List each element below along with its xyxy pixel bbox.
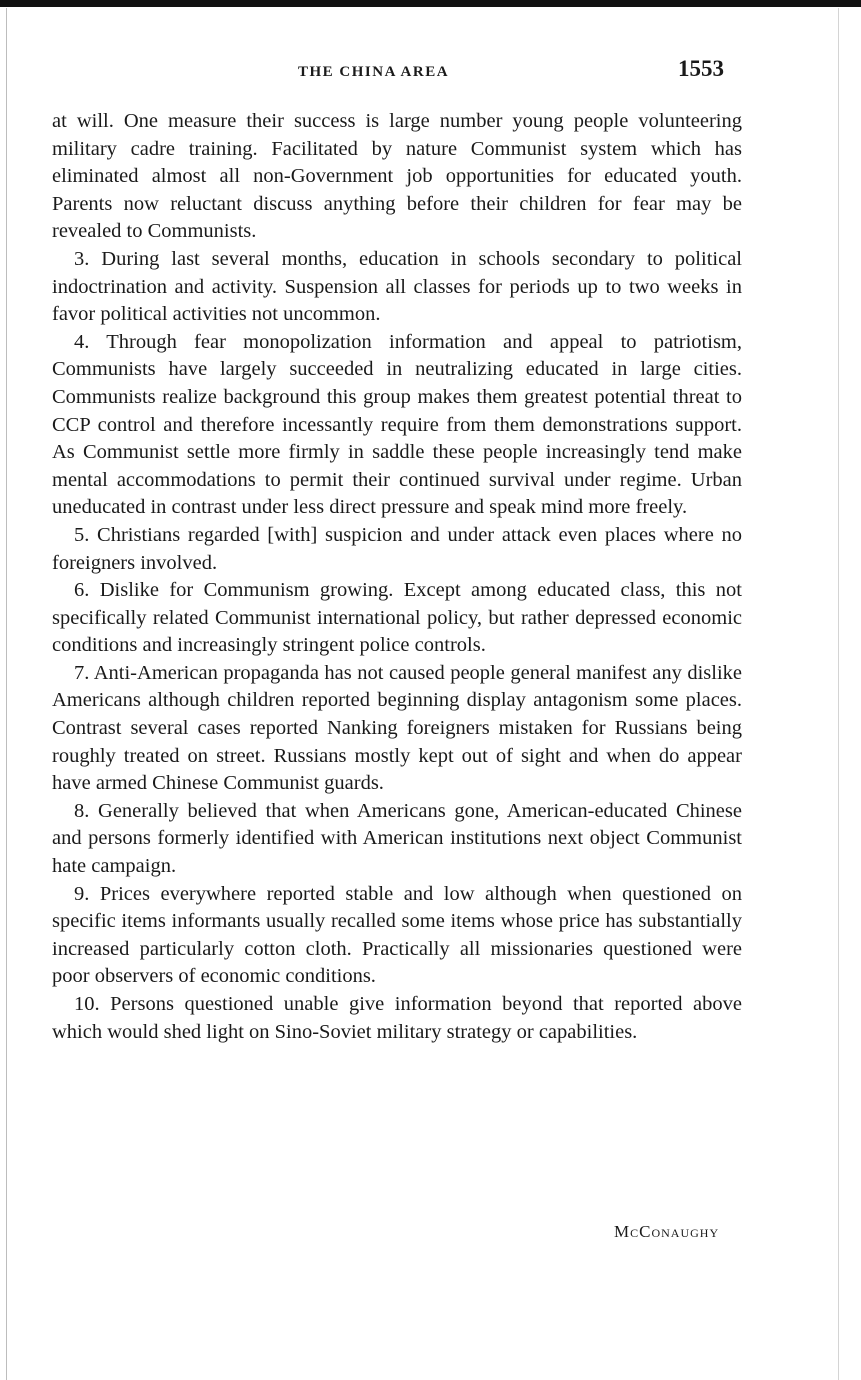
page-number: 1553 [678, 56, 724, 81]
document-body [52, 108, 742, 1046]
paragraph-4: 4. Through fear monopolization information and appeal to patriotism, Communists have largely succeeded in neutralizing educated in large cities. Communists realize background this group makes them greatest potential threat to CCP control and therefore incessantly require from them demonstrations support. As Communist settle more firmly in saddle these people increasingly tend make mental accommodations to permit their continued survival under regime. Urban uneducated in contrast under less direct pressure and speak mind more freely. [52, 330, 742, 519]
paragraph-3: 3. During last several months, education in schools secondary to political indoctrination and activity. Suspension all classes for periods up to two weeks in favor political activities not uncommon. [52, 247, 742, 326]
signature: McConaughy [614, 1222, 720, 1241]
page-right-edge [838, 8, 839, 1380]
paragraph-10: 10. Persons questioned unable give information beyond that reported above which would shed light on Sino-Soviet military strategy or capabilities. [52, 993, 742, 1043]
paragraph-8: 8. Generally believed that when Americans gone, American-educated Chinese and persons formerly identified with American institutions next object Communist hate campaign. [52, 799, 742, 878]
paragraph-5: 5. Christians regarded [with] suspicion and under attack even places where no foreigners involved. [52, 523, 742, 574]
paragraph-7: 7. Anti-American propaganda has not caused people general manifest any dislike Americans although children reported beginning display antagonism some places. Contrast several cases reported Nanking foreigners mistaken for Russians being roughly treated on street. Russians mostly kept out of sight and when do appear have armed Chinese Communist guards. [52, 661, 742, 795]
page-left-edge [6, 8, 7, 1380]
page-top-border [0, 0, 861, 7]
paragraph-9: 9. Prices everywhere reported stable and low although when questioned on specific items informants usually recalled some items whose price has substantially increased particularly cotton cloth. Practically all missionaries questioned were poor observers of economic conditions. [52, 882, 742, 988]
paragraph-6: 6. Dislike for Communism growing. Except among educated class, this not specifically related Communist international policy, but rather depressed economic conditions and increasingly stringent police controls. [52, 579, 742, 657]
running-head: THE CHINA AREA [298, 64, 450, 80]
paragraph-continuation: at will. One measure their success is large number young people volunteering military cadre training. Facilitated by nature Communist system which has eliminated almost all non-Government job opportunities for educated youth. Parents now reluctant discuss anything before their children for fear may be revealed to Communists. [52, 110, 742, 243]
